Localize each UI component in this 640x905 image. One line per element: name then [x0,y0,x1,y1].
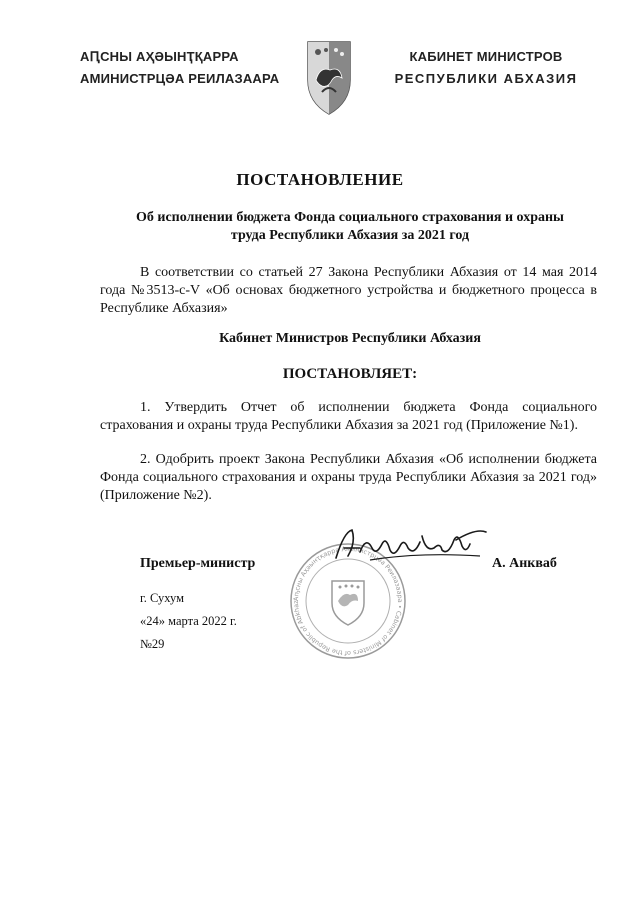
header-right-line2: РЕСПУБЛИКИ АБХАЗИЯ [394,71,578,86]
header-left-org-name [80,46,279,90]
intro-paragraph: В соответствии со статьей 27 Закона Республики Абхазия от 14 мая 2014 года №3513-с-V «Об основах бюджетного устройства и бюджетного процесса в Республике Абхазия» [100,265,597,316]
issue-date: «24» марта 2022 г. [140,614,237,628]
header-left-line1: АԤСНЫ АҲӘЫНҬҚАРРА [80,49,239,64]
resolution-item-1: 1. Утвердить Отчет об исполнении бюджета Фонда социального страхования и охраны труда Республики Абхазия за 2021 год (Приложение №1). [100,400,597,433]
issue-city: г. Сухум [140,591,185,605]
resolution-item-2: 2. Одобрить проект Закона Республики Абхазия «Об исполнении бюджета Фонда социального страхования и охраны труда Республики Абхазия за 2021 год» (Приложение №2). [100,452,597,503]
signatory-name: А. Анкваб [492,556,557,571]
subject-line1: Об исполнении бюджета Фонда социального страхования и охраны [135,210,564,225]
document-subject [100,209,600,245]
coat-of-arms-icon [306,40,352,116]
signatory-position: Премьер-министр [140,556,256,571]
header-right-org-name [386,46,586,90]
cabinet-heading: Кабинет Министров Республики Абхазия [219,331,481,346]
resolves-heading: ПОСТАНОВЛЯЕТ: [282,366,418,382]
seal-ring-text: Аҧсны Аҳәынҭқарра Аминистрцәа Реилазаара • Cabinet of Ministers of the Republic of Abkhaz [291,544,405,658]
header-right-line1: КАБИНЕТ МИНИСТРОВ [409,49,563,64]
document-number: №29 [140,637,165,651]
document-title: ПОСТАНОВЛЕНИЕ [236,170,404,189]
handwritten-signature-icon [330,522,490,572]
subject-line2: труда Республики Абхазия за 2021 год [230,228,470,243]
header-left-line2: АМИНИСТРЦӘА РЕИЛАЗААРА [80,71,280,86]
